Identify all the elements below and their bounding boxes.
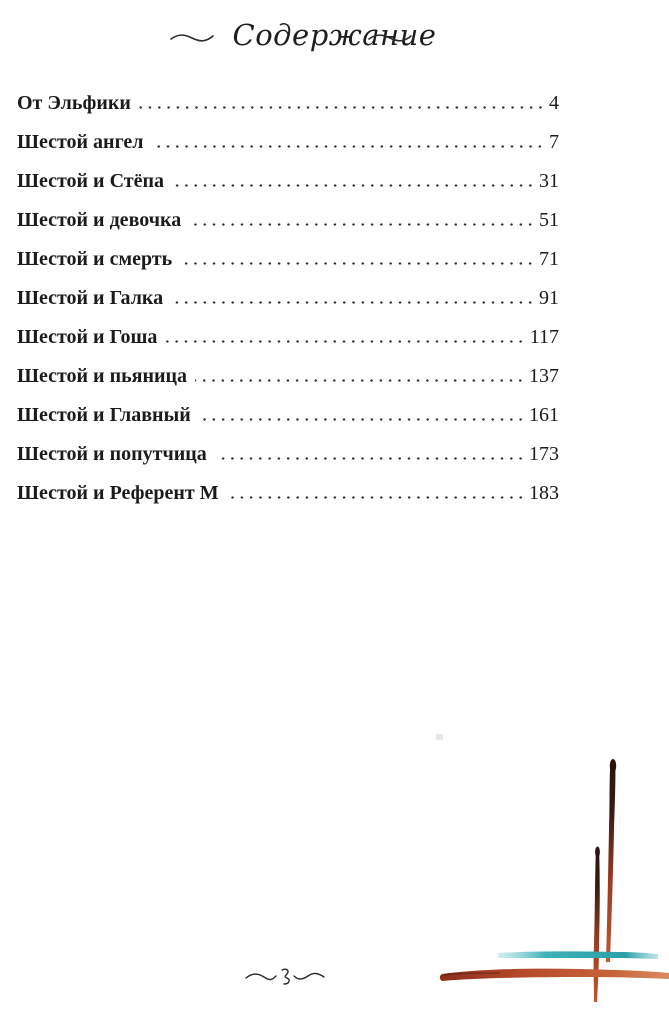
- toc-entry-page: 31: [539, 170, 559, 192]
- toc-entry-page: 91: [539, 287, 559, 309]
- toc-entry[interactable]: [17, 279, 559, 318]
- dot-leader: [199, 418, 525, 421]
- dot-leader: [195, 379, 525, 382]
- toc-entry[interactable]: [17, 357, 559, 396]
- table-of-contents: [17, 84, 559, 513]
- toc-entry-title: От Эльфики: [17, 92, 131, 114]
- toc-entry-title: Шестой и Галка: [17, 287, 164, 309]
- tilde-flourish-icon: [368, 32, 412, 44]
- dot-leader: [180, 262, 535, 265]
- toc-entry-title: Шестой и пьяница: [17, 365, 188, 387]
- toc-entry[interactable]: [17, 240, 559, 279]
- toc-entry-page: 7: [549, 131, 559, 153]
- dot-leader: [189, 223, 535, 226]
- toc-entry[interactable]: [17, 396, 559, 435]
- page-header: [0, 14, 669, 60]
- toc-entry[interactable]: [17, 123, 559, 162]
- toc-entry-page: 71: [539, 248, 559, 270]
- dot-leader: [171, 301, 535, 304]
- toc-entry-title: Шестой и Гоша: [17, 326, 158, 348]
- toc-entry[interactable]: [17, 201, 559, 240]
- page-title: Содержание: [232, 18, 437, 52]
- toc-entry-title: Шестой и Референт М: [17, 482, 219, 504]
- dot-leader: [165, 340, 525, 343]
- toc-entry-title: Шестой и смерть: [17, 248, 173, 270]
- toc-entry-page: 51: [539, 209, 559, 231]
- dot-leader: [215, 457, 525, 460]
- toc-entry[interactable]: [17, 84, 559, 123]
- dot-leader: [151, 145, 545, 148]
- toc-entry-title: Шестой и Главный: [17, 404, 191, 426]
- brush-strokes-illustration: [420, 730, 669, 1020]
- dot-leader: [139, 106, 545, 109]
- toc-entry-title: Шестой ангел: [17, 131, 144, 153]
- toc-entry[interactable]: [17, 474, 559, 513]
- toc-entry-page: 117: [529, 326, 559, 348]
- toc-entry[interactable]: [17, 162, 559, 201]
- toc-entry-title: Шестой и попутчица: [17, 443, 207, 465]
- toc-entry-page: 137: [529, 365, 559, 387]
- dot-leader: [227, 496, 525, 499]
- toc-entry-page: 161: [529, 404, 559, 426]
- page-ornament-icon: [240, 962, 330, 990]
- dot-leader: [172, 184, 535, 187]
- toc-entry-page: 183: [529, 482, 559, 504]
- toc-entry-page: 173: [529, 443, 559, 465]
- toc-entry[interactable]: [17, 318, 559, 357]
- toc-entry-title: Шестой и Стёпа: [17, 170, 164, 192]
- toc-entry-title: Шестой и девочка: [17, 209, 182, 231]
- toc-entry[interactable]: [17, 435, 559, 474]
- toc-entry-page: 4: [549, 92, 559, 114]
